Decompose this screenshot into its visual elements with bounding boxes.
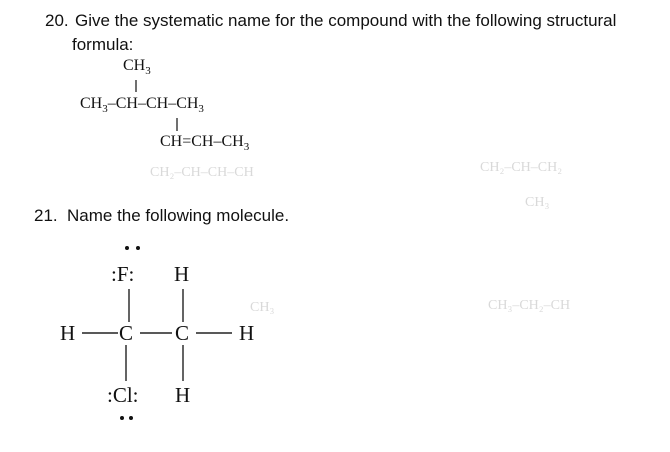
ghost-text-3: CH₃: [250, 300, 275, 315]
question-20-number: 20.: [45, 11, 69, 30]
question-20-text-line2: formula:: [72, 35, 134, 54]
ghost-text-1: CH₂–CH–CH–CH: [150, 165, 254, 180]
substituent-ch3-top: $CH_3$: [123, 57, 151, 78]
ghost-text-2: CH₂–CH–CH₂: [480, 160, 563, 175]
question-21-number: 21.: [34, 206, 58, 225]
hydrogen-bottom: H: [175, 383, 191, 407]
ghost-text-5: CH₃: [525, 195, 550, 210]
main-chain: $CH_3-CH-CH-CH_3$: [80, 95, 204, 116]
hydrogen-top: H: [174, 262, 190, 286]
branch-chain: $CH=CH-CH_3$: [160, 133, 250, 154]
hydrogen-left: H: [60, 321, 76, 345]
chlorine-atom: :Cl:: [107, 383, 139, 407]
fluorine-atom: :F:: [111, 262, 135, 286]
carbon-left: C: [119, 321, 134, 345]
hydrogen-right: H: [239, 321, 255, 345]
carbon-right: C: [175, 321, 190, 345]
question-21-text: Name the following molecule.: [67, 206, 290, 225]
ghost-text-4: CH₃–CH₂–CH: [488, 298, 571, 313]
question-20-text-line1: Give the systematic name for the compound with the following structural: [75, 11, 617, 30]
